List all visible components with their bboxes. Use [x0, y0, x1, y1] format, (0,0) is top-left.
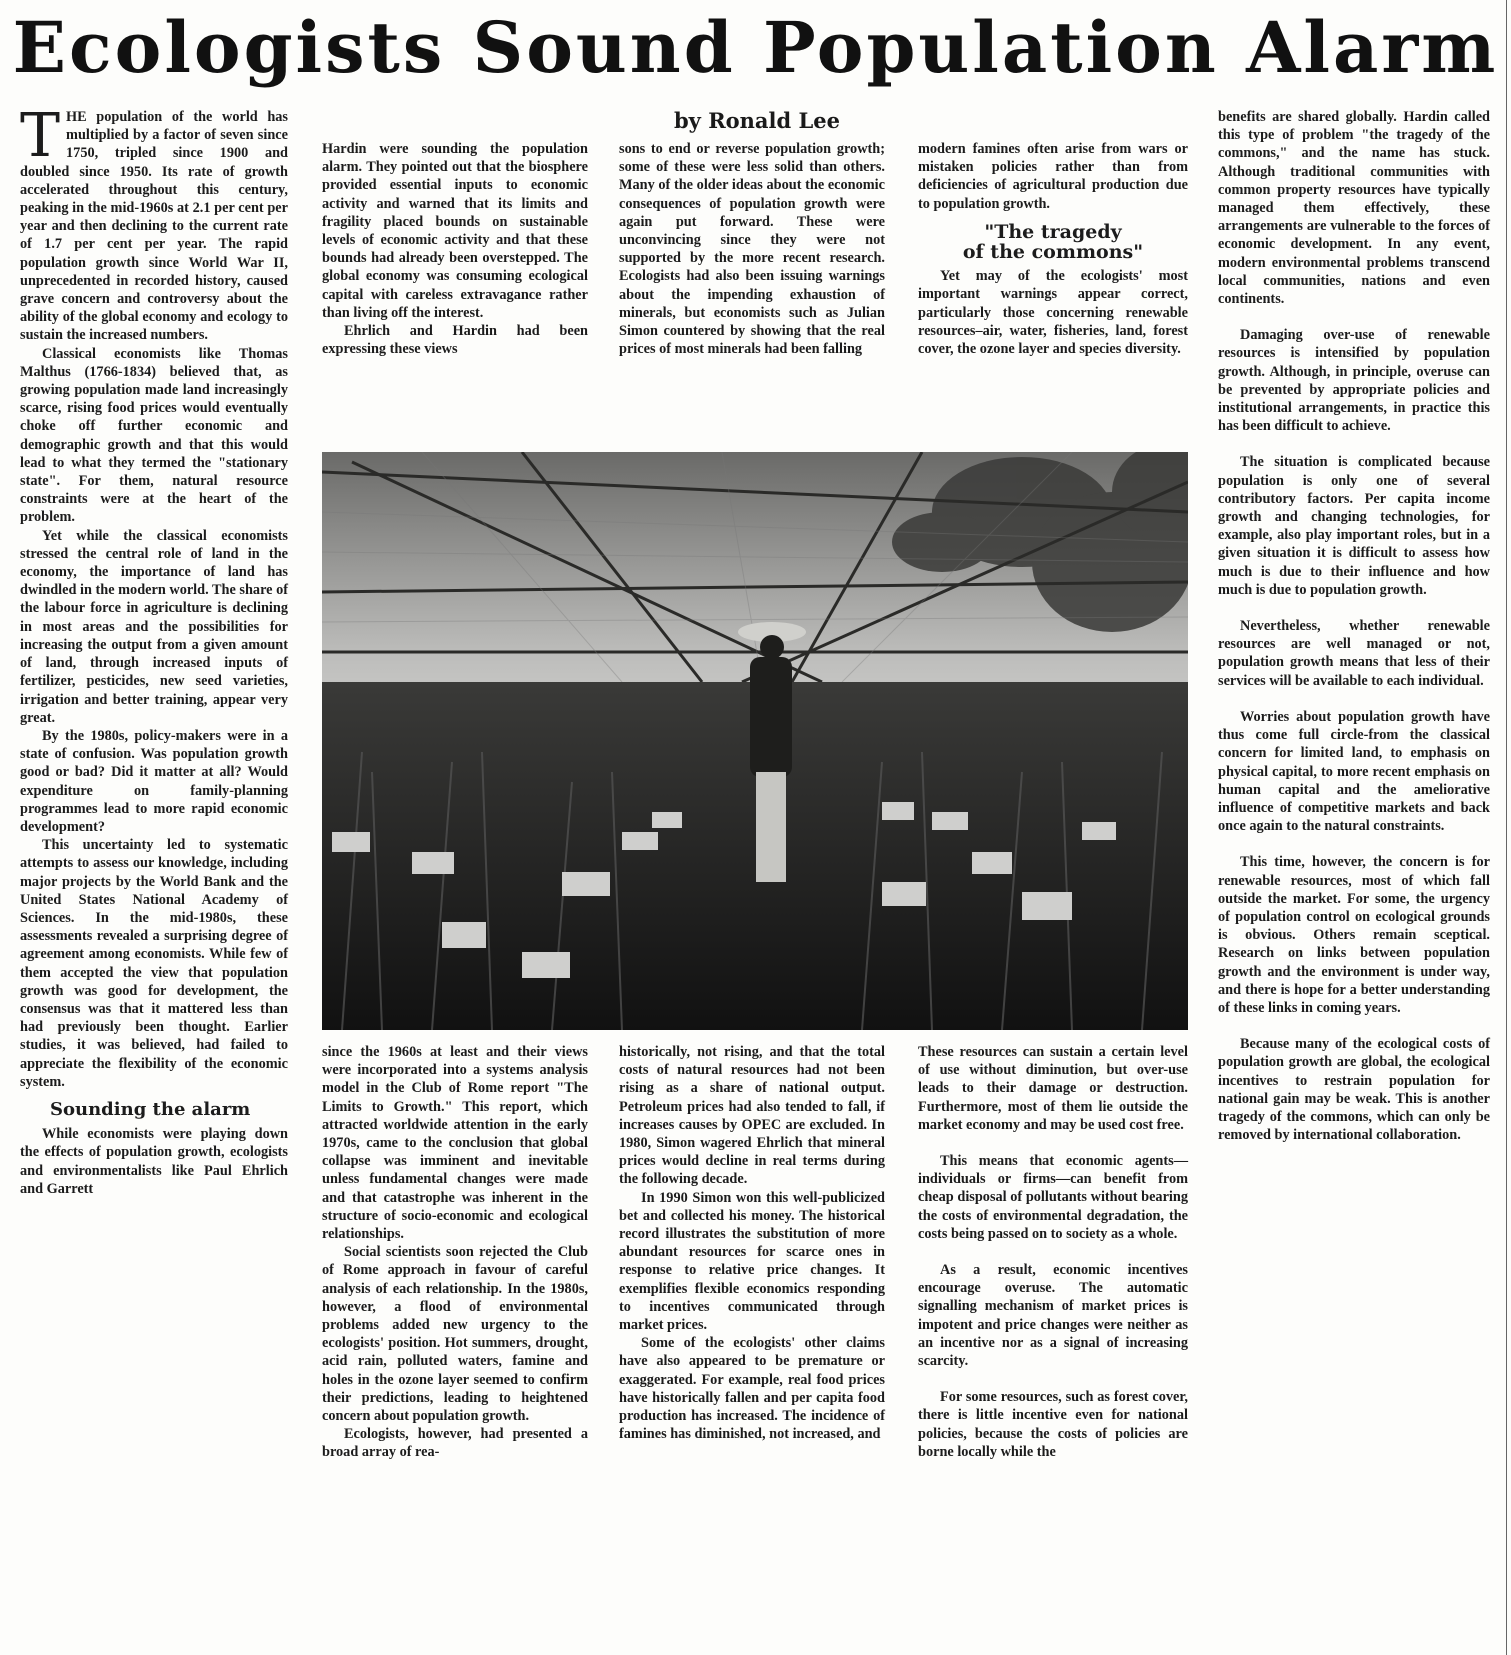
col5-paragraph-3: The situation is complicated because population is only one of several contributory factors. Per capita income growth and changing technologies, for example, also play important roles, but in a given situation it is difficult to assess how much is due to their influence and how much is due to population growth.	[1218, 454, 1490, 598]
column-5	[1218, 108, 1490, 1144]
col3-paragraph-2: historically, not rising, and that the total costs of natural resources had not been rising as a share of national output. Petroleum prices had also tended to fall, if increases causes by OPEC are excluded. In 1980, Simon wagered Ehrlich that mineral prices would decline in real terms during the following decade.	[619, 1044, 885, 1188]
column-1	[20, 101, 288, 1198]
subhead-tragedy-line1: "The tragedy	[984, 220, 1122, 243]
column-4-top	[918, 140, 1188, 358]
col4-paragraph-1: modern famines often arise from wars or mistaken policies rather than from deficiencies of agricultural production due to population growth.	[918, 141, 1188, 212]
col1-paragraph-5: This uncertainty led to systematic attempts to assess our knowledge, including major projects by the World Bank and the United States National Academy of Sciences. In the mid-1980s, these assessments revealed a surprising degree of agreement among economists. While few of them accepted the view that population growth was good for development, the consensus was that it mattered less than had previously been thought. Earlier studies, it was believed, had failed to appreciate the flexibility of the economic system.	[20, 837, 288, 1090]
subhead-sounding-the-alarm: Sounding the alarm	[50, 1098, 251, 1120]
headline: Ecologists Sound Population Alarm	[12, 6, 1499, 89]
col2-paragraph-4: Social scientists soon rejected the Club of Rome approach in favour of careful analysis of each relationship. In the 1980s, however, a flood of environmental problems added new urgency to the ecologists' position. Hot summers, drought, acid rain, polluted waters, famine and holes in the ozone layer seemed to confirm their predictions, leading to heightened concern about population growth.	[322, 1244, 588, 1425]
col1-paragraph-2: Classical economists like Thomas Malthus (1766-1834) believed that, as growing population made land increasingly scarce, rising food prices would eventually choke off further economic and demographic growth and that this would lead to what they termed the "stationary state". For them, natural resource constraints were at the heart of the problem.	[20, 345, 288, 526]
col5-paragraph-7: Because many of the ecological costs of population growth are global, the ecological incentives to restrain population for national gain may be weak. This is another tragedy of the commons, which can only be removed by international collaboration.	[1218, 1036, 1490, 1144]
page-right-border	[1506, 0, 1507, 1655]
subhead-tragedy-line2: of the commons"	[962, 241, 1144, 264]
col5-paragraph-4: Nevertheless, whether renewable resources are well managed or not, population growth means that less of their services will be available to each individual.	[1218, 618, 1490, 689]
col2-paragraph-2: Ehrlich and Hardin had been expressing these views	[322, 323, 588, 358]
column-2-bottom	[322, 1043, 588, 1462]
greenhouse-photo	[322, 452, 1188, 1030]
col3-paragraph-3: In 1990 Simon won this well-publicized bet and collected his money. The historical record illustrates the substitution of more abundant resources for scarce ones in response to relative price changes. It exemplifies flexible economics responding to incentives communicated through market prices.	[619, 1189, 885, 1334]
col4-paragraph-2: Yet may of the ecologists' most important warnings appear correct, particularly those concerning renewable resources–air, water, fisheries, land, forest cover, the ozone layer and species diversity.	[918, 268, 1188, 358]
col5-paragraph-6: This time, however, the concern is for renewable resources, most of which fall outside the market. For some, the urgency of population control on ecological grounds is obvious. Others remain sceptical. Research on links between population growth and the environment is under way, and there is hope for a better understanding of these links in coming years.	[1218, 854, 1490, 1016]
col4-paragraph-6: For some resources, such as forest cover, there is little incentive even for national policies, because the costs of policies are borne locally while the	[918, 1389, 1188, 1460]
col5-paragraph-1: benefits are shared globally. Hardin called this type of problem "the tragedy of the commons," and the name has stuck. Although traditional communities with common property resources have typically managed them effectively, these arrangements are vulnerable to the forces of economic development. In any event, modern environmental problems transcend local communities, nations and even continents.	[1218, 109, 1490, 308]
column-2-top	[322, 140, 588, 358]
column-3-top	[619, 140, 885, 358]
col5-paragraph-2: Damaging over-use of renewable resources is intensified by population growth. Although, in principle, overuse can be prevented by appropriate policies and institutional arrangements, in practice this has been difficult to achieve.	[1218, 327, 1490, 435]
col1-paragraph-3: Yet while the classical economists stressed the central role of land in the economy, the importance of land has dwindled in the modern world. The share of the labour force in agriculture is declining in most areas and the possibilities for increasing the output from a given amount of land, through increased inputs of fertilizer, pesticides, new seed varieties, irrigation and better training, appear very great.	[20, 527, 288, 726]
column-4-bottom	[918, 1043, 1188, 1461]
col2-paragraph-1: Hardin were sounding the population alarm. They pointed out that the biosphere provided essential inputs to economic activity and warned that its limits and fragility placed bounds on sustainable levels of economic activity and that these bounds had already been overstepped. The global economy was consuming ecological capital with careless extravagance rather than living off the interest.	[322, 141, 588, 321]
col3-paragraph-4: Some of the ecologists' other claims have also appeared to be premature or exaggerated. For example, real food prices have historically fallen and per capita food production has increased. The incidence of famines has diminished, not increased, and	[619, 1335, 885, 1443]
col4-paragraph-3: These resources can sustain a certain level of use without diminution, but over-use leads to their damage or destruction. Furthermore, most of them lie outside the market economy and may be used cost free.	[918, 1044, 1188, 1133]
col1-paragraph-1: THE population of the world has multiplied by a factor of seven since 1750, tripled since 1900 and doubled since 1950. Its rate of growth accelerated throughout this century, peaking in the mid-1960s at 2.1 per cent per year and then declining to the current rate of 1.7 per cent per year. The rapid population growth since World War II, unprecedented in recorded history, caused grave concern and controversy about the ability of the global economy and ecology to sustain the increased numbers.	[20, 101, 288, 344]
col2-paragraph-5: Ecologists, however, had presented a broad array of rea-	[322, 1426, 588, 1461]
col4-paragraph-5: As a result, economic incentives encourage overuse. The automatic signalling mechanism of market prices is impotent and price changes were neither as an incentive nor as a signal of increasing scarcity.	[918, 1262, 1188, 1370]
col5-paragraph-5: Worries about population growth have thus come full circle-from the classical concern for limited land, to emphasis on physical capital, to more recent emphasis on human capital and the ameliorative influence of competitive markets and back once again to the natural constraints.	[1218, 708, 1490, 835]
col4-paragraph-4: This means that economic agents—individuals or firms—can benefit from cheap disposal of pollutants without bearing the costs of environmental degradation, the costs being passed on to society as a whole.	[918, 1153, 1188, 1242]
col2-paragraph-3: since the 1960s at least and their views were incorporated into a systems analysis model in the Club of Rome report "The Limits to Growth." This report, which attracted worldwide attention in the early 1970s, came to the conclusion that global collapse was imminent and inevitable unless fundamental changes were made and that catastrophe was inherent in the structure of socio-economic and ecological relationships.	[322, 1044, 588, 1243]
col1-paragraph-6: While economists were playing down the effects of population growth, ecologists and environmentalists like Paul Ehrlich and Garrett	[20, 1126, 288, 1197]
drop-cap: T	[20, 101, 61, 171]
column-3-bottom	[619, 1043, 885, 1443]
byline: by Ronald Lee	[674, 108, 840, 133]
col1-paragraph-4: By the 1980s, policy-makers were in a state of confusion. Was population growth good or bad? Did it matter at all? Would expenditure on family-planning programmes lead to more rapid economic development?	[20, 727, 288, 835]
col3-paragraph-1: sons to end or reverse population growth; some of these were less solid than others. Many of the older ideas about the economic consequences of population growth were again put forward. These were unconvincing since they were not supported by the more recent research. Ecologists had also been issuing warnings about the impending exhaustion of minerals, but economists such as Julian Simon countered by showing that the real prices of most minerals had been falling	[619, 141, 885, 358]
